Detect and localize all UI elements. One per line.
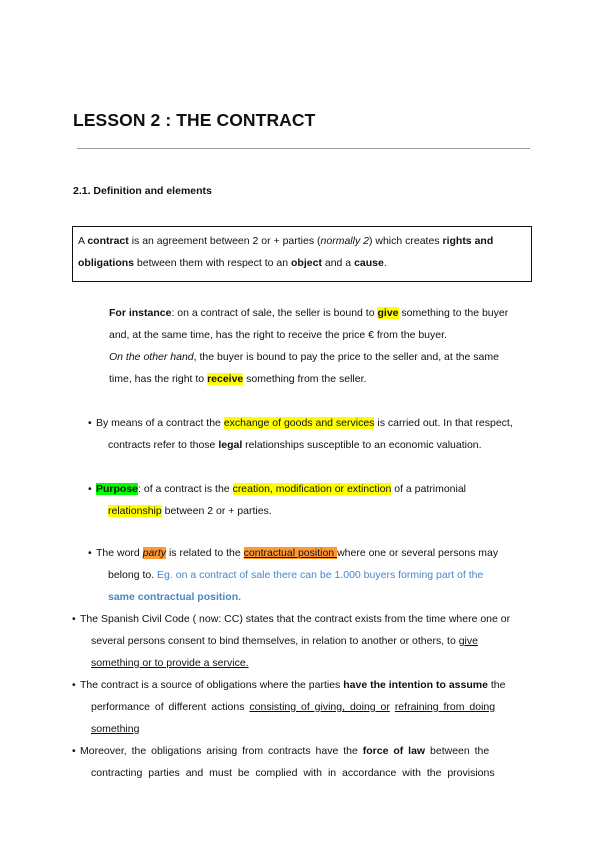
label-for-instance: For instance — [109, 307, 172, 319]
example-line-2: and, at the same time, has the right to receive the price € from the buyer. — [109, 329, 447, 341]
bullet-line — [72, 740, 534, 762]
example-line-3 — [109, 346, 534, 368]
bullet-line — [88, 500, 534, 522]
text: the — [487, 679, 506, 691]
text: is carried out. In that respect, — [374, 417, 513, 429]
text: relationships susceptible to an economic valuation. — [242, 439, 482, 451]
bullet-line — [72, 630, 534, 652]
highlight-relationship: relationship — [108, 505, 162, 517]
example-paragraph — [109, 302, 534, 390]
bullet-purpose — [88, 478, 534, 522]
text: : on a contract of sale, the seller is bound to — [171, 307, 378, 319]
bullet-line — [88, 542, 534, 564]
highlight-creation: creation, modification or extinction — [232, 483, 392, 495]
bullet-line — [88, 412, 534, 434]
definition-box — [72, 226, 532, 282]
text: is related to the — [166, 547, 244, 559]
text: between 2 or + parties. — [161, 505, 272, 517]
highlight-receive: receive — [207, 373, 244, 385]
bullet-party — [88, 542, 534, 608]
text: something from the seller. — [243, 373, 367, 385]
term-force-of-law: force of law — [362, 745, 426, 757]
bullet-line — [88, 434, 534, 456]
definition-line-2 — [78, 252, 531, 274]
bullet-line — [72, 696, 534, 718]
text: several persons consent to bind themselves, in relation to another or others, to — [91, 635, 459, 647]
text: performance of different actions — [91, 701, 250, 713]
text: between them with respect to an — [134, 257, 292, 269]
text: A — [78, 235, 88, 247]
bullet-force — [72, 740, 534, 784]
text: By means of a contract the — [96, 417, 224, 429]
bullet-dot-icon: • — [72, 613, 76, 625]
term-cause: cause — [354, 257, 384, 269]
text: Moreover, the obligations arising from contracts have the — [80, 745, 363, 757]
term-normally: normally 2 — [320, 235, 369, 247]
bullet-line: something — [91, 723, 140, 735]
bullet-dot-icon: • — [72, 745, 76, 757]
definition-line-1 — [78, 230, 531, 252]
bullet-dot-icon: • — [88, 417, 92, 429]
text: . — [383, 257, 387, 269]
text: something to the buyer — [398, 307, 509, 319]
title-divider — [77, 148, 530, 149]
term-object: object — [291, 257, 322, 269]
text: and a — [321, 257, 355, 269]
text: : of a contract is the — [138, 483, 233, 495]
text: The contract is a source of obligations where the parties — [80, 679, 344, 691]
section-heading: 2.1. Definition and elements — [73, 185, 212, 197]
text: time, has the right to — [109, 373, 208, 385]
highlight-contractual-position: contractual position — [243, 547, 338, 559]
bullet-line: contracting parties and must be complied with in accordance with the provisions — [91, 767, 495, 779]
text: of a patrimonial — [391, 483, 467, 495]
highlight-purpose: Purpose — [96, 483, 139, 495]
text: between the — [425, 745, 490, 757]
page-title: LESSON 2 : THE CONTRACT — [73, 110, 316, 130]
bullet-line — [88, 564, 534, 586]
bullet-civil-code — [72, 608, 534, 674]
bullet-line: something or to provide a service. — [91, 657, 249, 669]
term-contract: contract — [87, 235, 129, 247]
bullet-line — [72, 674, 534, 696]
term-obligations: obligations — [78, 257, 134, 269]
highlight-give: give — [377, 307, 399, 319]
text: contracts refer to those — [108, 439, 219, 451]
example-text-blue: Eg. on a contract of sale there can be 1.000 buyers forming part of the — [157, 569, 484, 581]
bullet-source — [72, 674, 534, 740]
highlight-exchange: exchange of goods and services — [223, 417, 375, 429]
text: is an agreement between 2 or + parties ( — [128, 235, 321, 247]
bullet-exchange — [88, 412, 534, 456]
term-rights: rights and — [442, 235, 494, 247]
bullet-line — [72, 608, 534, 630]
bullet-dot-icon: • — [72, 679, 76, 691]
underlined-give: give — [458, 635, 478, 647]
example-line-4 — [109, 368, 534, 390]
label-other-hand: On the other hand — [109, 351, 194, 363]
example-line-1 — [109, 302, 534, 324]
term-legal: legal — [218, 439, 243, 451]
bullet-dot-icon: • — [88, 547, 92, 559]
example-text-blue: same contractual position. — [108, 591, 242, 603]
text: The word — [96, 547, 143, 559]
text: , the buyer is bound to pay the price to the seller and, at the same — [193, 351, 499, 363]
term-intention: have the intention to assume — [343, 679, 488, 691]
text: where one or several persons may — [337, 547, 499, 559]
underlined-consisting: consisting of giving, doing or — [249, 701, 390, 713]
highlight-party: party — [142, 547, 167, 559]
bullet-dot-icon: • — [88, 483, 92, 495]
bullet-line — [88, 478, 534, 500]
text: The Spanish Civil Code ( now: CC) states that the contract exists from the time where one or — [80, 613, 511, 625]
text: belong to. — [108, 569, 158, 581]
underlined-refraining: refraining from doing — [394, 701, 496, 713]
text: ) which creates — [368, 235, 443, 247]
